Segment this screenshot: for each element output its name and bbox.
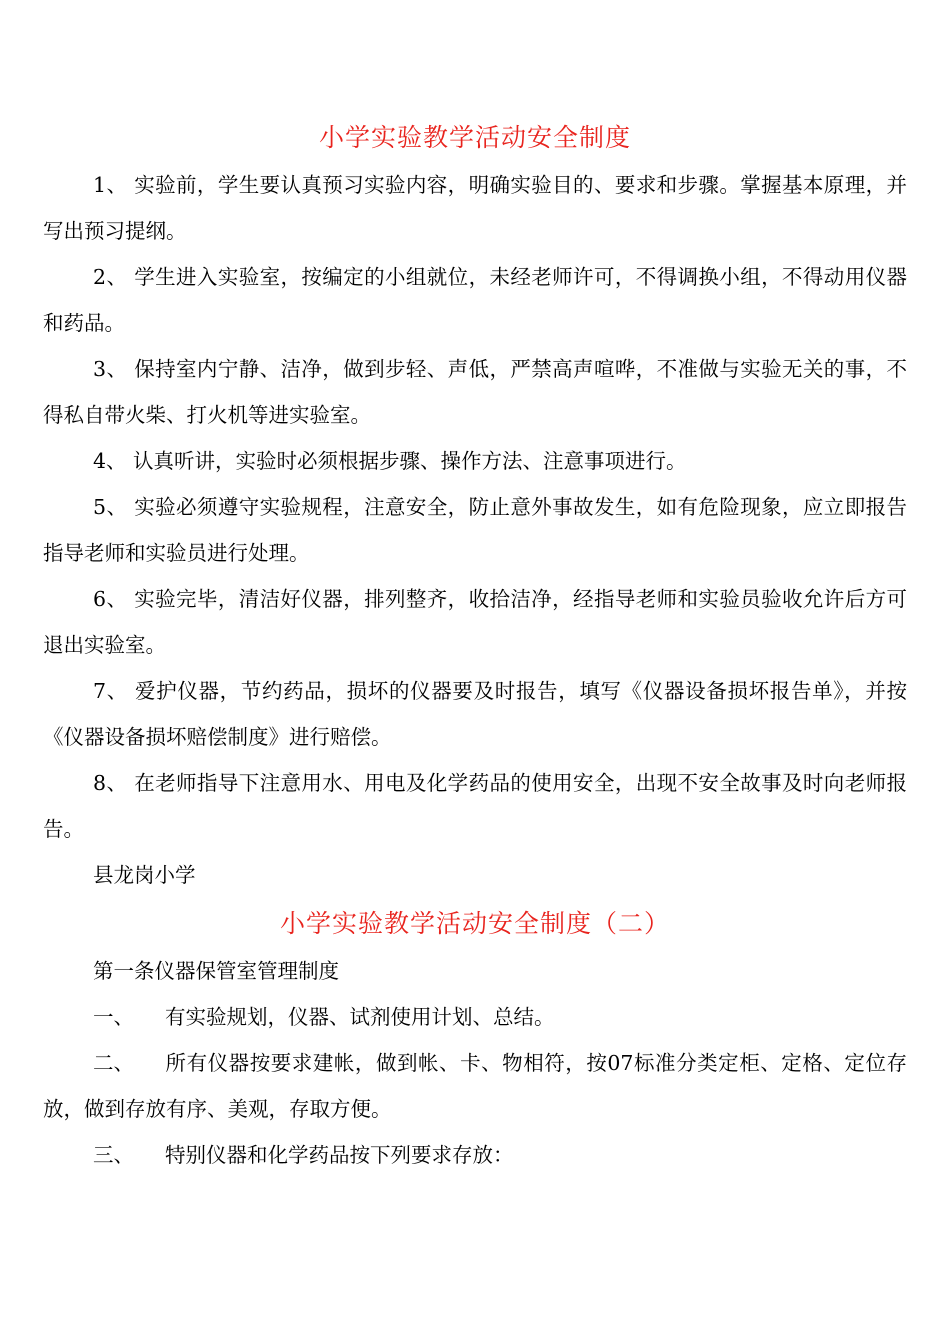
document-title-2: 小学实验教学活动安全制度（二）: [279, 909, 670, 938]
rule-6: 6、 实验完毕，清洁好仪器，排列整齐，收拾洁净，经指导老师和实验员验收允许后方可退出实验室。: [43, 587, 907, 657]
rule-3: 3、 保持室内宁静、洁净，做到步轻、声低，严禁高声喧哗，不准做与实验无关的事，不得私自带火柴、打火机等进实验室。: [43, 357, 907, 427]
article-text: 特别仪器和化学药品按下列要求存放：: [165, 1143, 514, 1167]
article-text: 所有仪器按要求建帐，做到帐、卡、物相符，按07标准分类定柜、定格、定位存放，做到存放有序、美观，存取方便。: [43, 1051, 907, 1121]
school-signature: 县龙岗小学: [93, 863, 196, 887]
rule-8: 8、 在老师指导下注意用水、用电及化学药品的使用安全，出现不安全故事及时向老师报告。: [43, 771, 907, 841]
rule-7: 7、 爱护仪器，节约药品，损坏的仪器要及时报告，填写《仪器设备损坏报告单》，并按《仪器设备损坏赔偿制度》进行赔偿。: [43, 679, 907, 749]
article-number: 三、: [93, 1143, 134, 1167]
rule-4: 4、 认真听讲，实验时必须根据步骤、操作方法、注意事项进行。: [93, 449, 687, 473]
document-title: 小学实验教学活动安全制度: [318, 123, 631, 152]
article-number: 二、: [93, 1051, 134, 1075]
rule-5: 5、 实验必须遵守实验规程，注意安全，防止意外事故发生，如有危险现象，应立即报告指导老师和实验员进行处理。: [43, 495, 907, 565]
article-number: 一、: [93, 1005, 134, 1029]
rule-2: 2、 学生进入实验室，按编定的小组就位，未经老师许可，不得调换小组，不得动用仪器和药品。: [43, 265, 907, 335]
article-item-2: [43, 1040, 907, 1132]
article-text: 有实验规划，仪器、试剂使用计划、总结。: [165, 1005, 555, 1029]
article-heading: 第一条仪器保管室管理制度: [93, 959, 339, 983]
article-item-3: [93, 1132, 514, 1178]
rule-1: 1、 实验前，学生要认真预习实验内容，明确实验目的、要求和步骤。掌握基本原理，并写出预习提纲。: [43, 173, 907, 243]
article-item-1: [93, 994, 555, 1040]
